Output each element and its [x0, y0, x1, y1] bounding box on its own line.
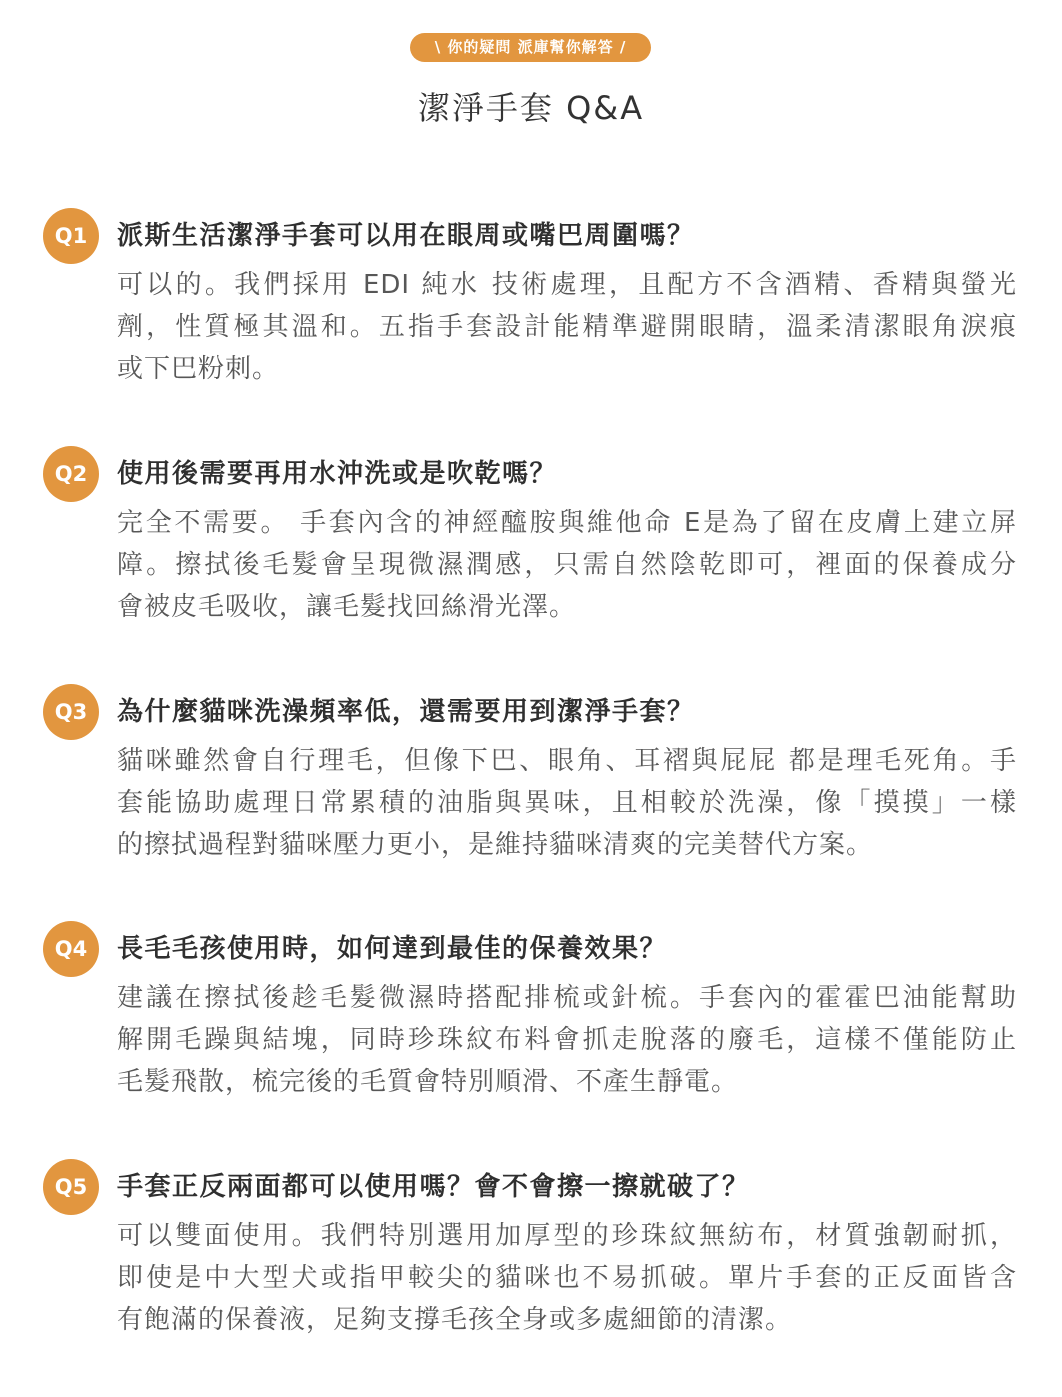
answer-line: 會被皮毛吸收，讓毛髮找回絲滑光澤。 — [117, 591, 577, 622]
answer-line: 可以雙面使用。我們特別選用加厚型的珍珠紋無紡布，材質強韌耐抓， — [117, 1221, 1017, 1251]
question-text: 為什麼貓咪洗澡頻率低，還需要用到潔淨手套？ — [117, 696, 695, 727]
answer-line: 劑，性質極其溫和。五指手套設計能精準避開眼睛，溫柔清潔眼角淚痕 — [117, 312, 1017, 342]
answer-text — [117, 977, 1017, 1103]
answer-line: 解開毛躁與結塊，同時珍珠紋布料會抓走脫落的廢毛，這樣不僅能防止 — [117, 1025, 1017, 1056]
question-number-badge: Q2 — [43, 446, 99, 502]
faq-item — [0, 1159, 1062, 1397]
question-number-badge: Q1 — [43, 208, 99, 264]
answer-line: 有飽滿的保養液，足夠支撐毛孩全身或多處細節的清潔。 — [117, 1305, 793, 1335]
section-tagline-badge: \ 你的疑問 派庫幫你解答 / — [410, 33, 651, 62]
question-text: 使用後需要再用水沖洗或是吹乾嗎？ — [117, 458, 558, 489]
page-title: 潔淨手套 Q&A — [417, 89, 645, 127]
answer-line: 貓咪雖然會自行理毛，但像下巴、眼角、耳褶與屁屁 都是理毛死角。手 — [117, 745, 1017, 776]
question-number-badge: Q4 — [43, 921, 99, 977]
answer-line: 或下巴粉刺。 — [117, 354, 280, 384]
faq-item — [0, 446, 1062, 684]
answer-line: 的擦拭過程對貓咪壓力更小，是維持貓咪清爽的完美替代方案。 — [117, 829, 874, 860]
answer-text — [117, 740, 1017, 866]
answer-text — [117, 264, 1017, 390]
answer-line: 毛髮飛散，梳完後的毛質會特別順滑、不產生靜電。 — [117, 1067, 739, 1098]
answer-line: 即使是中大型犬或指甲較尖的貓咪也不易抓破。單片手套的正反面皆含 — [117, 1263, 1017, 1293]
answer-text — [117, 1215, 1017, 1341]
faq-item — [0, 208, 1062, 446]
faq-list — [0, 208, 1062, 1397]
answer-text — [117, 502, 1017, 628]
answer-line: 套能協助處理日常累積的油脂與異味，且相較於洗澡，像「摸摸」一樣 — [117, 787, 1017, 818]
answer-line: 建議在擦拭後趁毛髮微濕時搭配排梳或針梳。手套內的霍霍巴油能幫助 — [117, 983, 1017, 1014]
question-number-badge: Q5 — [43, 1159, 99, 1215]
faq-item — [0, 921, 1062, 1159]
question-text: 長毛毛孩使用時，如何達到最佳的保養效果？ — [117, 934, 668, 965]
answer-line: 可以的。我們採用 EDI 純水 技術處理，且配方不含酒精、香精與螢光 — [117, 270, 1017, 300]
question-number-badge: Q3 — [43, 684, 99, 740]
answer-line: 完全不需要。 手套內含的神經醯胺與維他命 E是為了留在皮膚上建立屏 — [117, 507, 1017, 538]
answer-line: 障。擦拭後毛髮會呈現微濕潤感，只需自然陰乾即可，裡面的保養成分 — [117, 549, 1017, 580]
question-text: 手套正反兩面都可以使用嗎？會不會擦一擦就破了？ — [117, 1172, 750, 1202]
question-text: 派斯生活潔淨手套可以用在眼周或嘴巴周圍嗎？ — [117, 221, 695, 251]
faq-item — [0, 684, 1062, 922]
